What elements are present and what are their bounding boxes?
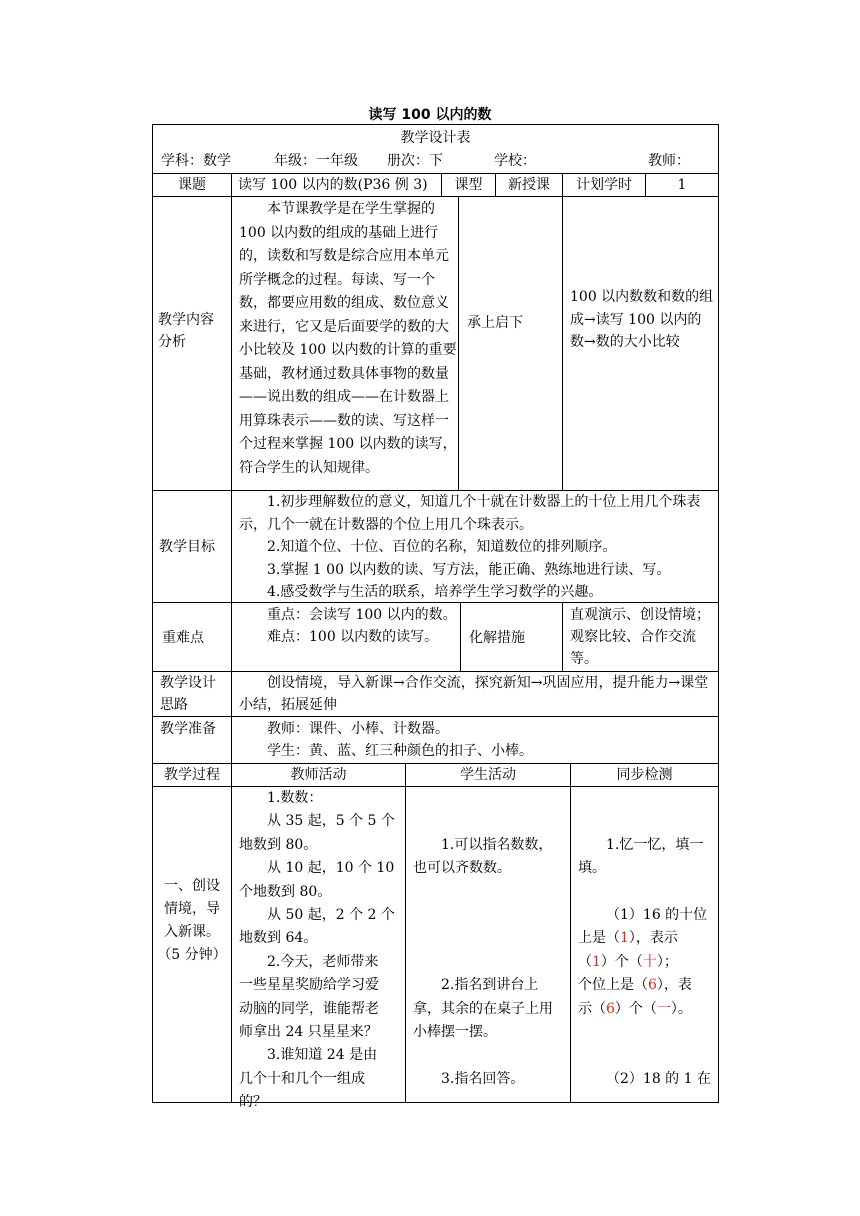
topic-value: 读写 100 以内的数(P36 例 3) — [238, 177, 428, 193]
check-text: ）。 — [670, 1000, 692, 1017]
border-bottom — [152, 1102, 719, 1103]
sync-check — [578, 787, 717, 1091]
stage-line: 入新课。 — [164, 924, 220, 940]
stage-line: 情境，导 — [164, 901, 220, 917]
content-divider-1 — [458, 196, 459, 491]
teacher-line: 的？ — [239, 1094, 267, 1111]
process-divider-1 — [405, 763, 406, 1103]
line-below-design — [152, 716, 719, 717]
info-volume: 册次：下 — [387, 153, 443, 169]
check-text: 个位上是（ — [578, 977, 648, 994]
teacher-line: 1.数数： — [267, 790, 323, 806]
process-col-student: 学生活动 — [460, 767, 516, 783]
keypoints-divider-1 — [460, 602, 461, 672]
check-line — [578, 974, 717, 997]
check-text: 示（ — [578, 1000, 606, 1017]
topic-label: 课题 — [178, 177, 206, 193]
hours-value: 1 — [677, 177, 687, 193]
teacher-line: 动脑的同学，谁能帮老 — [239, 1000, 379, 1017]
content-text — [239, 198, 457, 480]
hours-label: 计划学时 — [576, 177, 632, 193]
check-line: （1）16 的十位 — [606, 907, 708, 923]
check-line: 1.忆一忆，填一 — [606, 836, 704, 853]
stage-line: 一、创设 — [164, 878, 220, 894]
process-col-check: 同步检测 — [616, 767, 673, 783]
content-label-line2: 分析 — [158, 334, 186, 350]
document-title: 读写 100 以内的数 — [368, 107, 492, 123]
goal-item: 2.知道个位、十位、百位的名称，知道数位的排列顺序。 — [267, 539, 617, 555]
border-top — [152, 124, 719, 125]
teacher-line: 几个十和几个一组成 — [239, 1070, 365, 1087]
process-col-teacher: 教师活动 — [290, 767, 347, 783]
type-label: 课型 — [454, 177, 483, 193]
goals-list — [239, 491, 717, 604]
student-line: 1.可以指名数数， — [441, 836, 553, 853]
answer-blank: 十 — [642, 953, 657, 970]
info-grade: 年级：一年级 — [274, 153, 358, 169]
check-line: （2）18 的 1 在 — [606, 1070, 711, 1087]
goal-item: 1.初步理解数位的意义，知道几个十就在计数器上的十位上用几个珠表示，几个一就在计数器的个位上用几个珠表示。 — [239, 494, 701, 533]
keypoints-text — [239, 604, 459, 648]
check-line — [578, 927, 717, 950]
stage-cell — [153, 875, 231, 967]
check-text: ），表示 — [628, 930, 678, 947]
answer-blank: 6 — [606, 1000, 615, 1017]
teacher-line: 师拿出 24 只星星来？ — [239, 1024, 378, 1041]
student-activity — [413, 787, 569, 1091]
answer-blank: 一 — [656, 1000, 671, 1017]
content-label — [158, 309, 230, 353]
design-label-line1: 教学设计 — [160, 675, 216, 691]
teacher-line: 地数到 80。 — [239, 836, 318, 853]
measure-value: 直观演示、创设情境；观察比较、合作交流等。 — [570, 607, 710, 667]
keypoints-divider-2 — [562, 602, 563, 672]
design-paragraph: 创设情境，导入新课→合作交流，探究新知→巩固应用，提升能力→课堂小结，拓展延伸 — [239, 675, 709, 713]
measure-label: 化解措施 — [469, 630, 525, 646]
content-right: 100 以内数数和数的组成→读写 100 以内的数→数的大小比较 — [570, 289, 714, 350]
prep-teacher: 教师：课件、小棒、计数器。 — [267, 721, 449, 737]
check-text: ），表 — [656, 977, 692, 994]
border-right — [718, 124, 719, 1103]
teacher-line: 个地数到 80。 — [239, 883, 332, 900]
info-school: 学校： — [494, 153, 536, 169]
type-value: 新授课 — [508, 177, 550, 193]
teacher-line: 从 50 起，2 个 2 个 — [267, 907, 395, 924]
teacher-line: 地数到 64。 — [239, 930, 318, 947]
design-text — [239, 672, 717, 716]
prep-label: 教学准备 — [160, 721, 216, 737]
label-col-divider — [231, 173, 232, 1103]
check-text: ）个（ — [600, 953, 643, 970]
teacher-line: 2.今天，老师带来 — [267, 953, 379, 970]
check-text: （ — [578, 953, 592, 970]
line-below-topic — [152, 196, 719, 197]
teacher-line: 一些星星奖励给学习爱 — [239, 977, 379, 994]
student-line: 2.指名到讲台上 — [441, 977, 539, 994]
info-teacher: 教师： — [648, 153, 690, 169]
prep-text — [239, 718, 717, 762]
key-point: 重点：会读写 100 以内的数。 — [267, 607, 457, 623]
prep-student: 学生：黄、蓝、红三种颜色的扣子、小棒。 — [267, 743, 533, 759]
goals-label: 教学目标 — [159, 539, 215, 555]
answer-blank: 1 — [620, 930, 629, 947]
student-line: 3.指名回答。 — [441, 1070, 525, 1087]
student-line: 也可以齐数数。 — [413, 860, 511, 877]
process-divider-2 — [570, 763, 571, 1103]
content-paragraph: 本节课教学是在学生掌握的 100 以内数的组成的基础上进行的，读数和写数是综合应用本单元所学概念的过程。每读、写一个数，都要应用数的组成、数位意义来进行，它又是后面要学的数的大小比较及 100 以内数的计算的重要基础，教材通过数具体事物的数量——说出数的组成——在计数器上用算珠表示——数的读、写这样一个过程来掌握 100 以内数的读写，符合学生的认知规律。 — [239, 201, 457, 476]
info-subject: 学科：数学 — [161, 153, 231, 169]
goal-item: 3.掌握 1 00 以内数的读、写方法，能正确、熟练地进行读、写。 — [267, 561, 671, 578]
teacher-line: 从 10 起，10 个 10 — [267, 860, 395, 877]
check-line — [578, 998, 717, 1021]
content-divider-2 — [562, 196, 563, 491]
design-label — [160, 672, 216, 716]
teacher-activity — [239, 787, 404, 1115]
student-line: 拿，其余的在桌子上用 — [413, 1000, 553, 1017]
teacher-line: 3.谁知道 24 是由 — [267, 1047, 378, 1064]
check-line: 填。 — [578, 860, 606, 877]
process-col-stage: 教学过程 — [164, 767, 220, 783]
teacher-line: 从 35 起，5 个 5 个 — [267, 813, 395, 830]
design-label-line2: 思路 — [160, 697, 188, 713]
check-text: 上是（ — [578, 930, 620, 947]
answer-blank: 1 — [592, 953, 601, 970]
goal-item: 4.感受数学与生活的联系，培养学生学习数学的兴趣。 — [267, 584, 603, 600]
keypoints-label: 重难点 — [162, 630, 204, 646]
check-text: ）个（ — [614, 1000, 657, 1017]
content-middle: 承上启下 — [467, 315, 523, 331]
check-text: ）； — [656, 953, 678, 970]
difficult-point: 难点：100 以内数的读写。 — [267, 629, 439, 645]
stage-line: （5 分钟） — [157, 947, 227, 963]
content-label-line1: 教学内容 — [158, 312, 214, 328]
table-title: 教学设计表 — [400, 130, 471, 146]
check-line — [578, 951, 717, 974]
student-line: 小棒摆一摆。 — [413, 1024, 497, 1041]
answer-blank: 6 — [648, 977, 657, 994]
